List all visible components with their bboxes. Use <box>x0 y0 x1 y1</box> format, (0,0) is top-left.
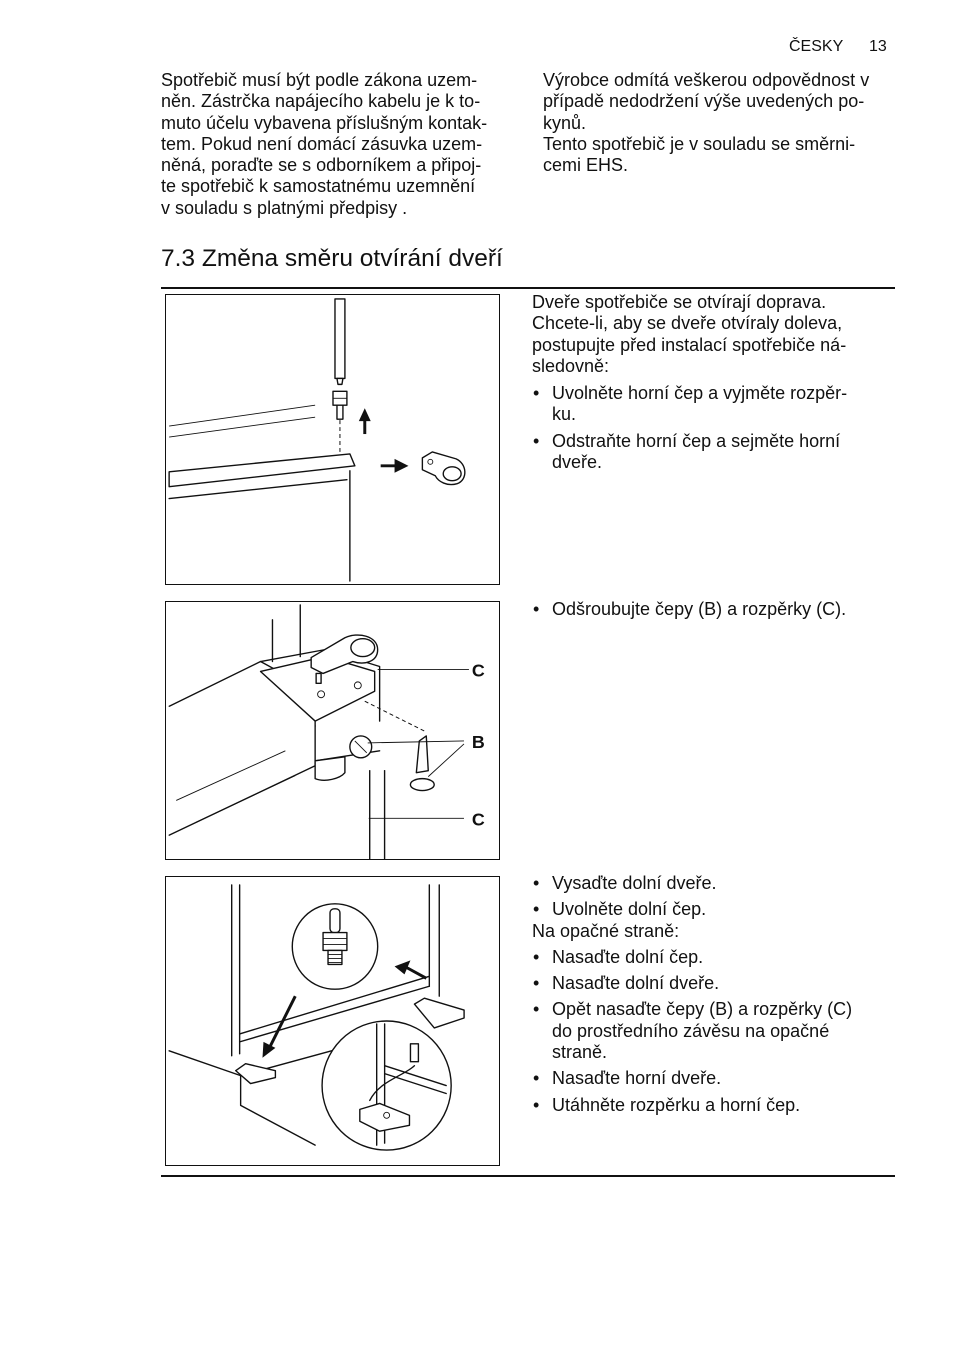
section-title: 7.3 Změna směru otvírání dveří <box>161 245 503 272</box>
step-2-bullet-1: • Odšroubujte čepy (B) a rozpěrky (C). <box>532 599 877 620</box>
step-3-bullet-3: • Nasaďte dolní čep. <box>532 947 877 968</box>
figure-middle-hinge <box>165 601 500 860</box>
step-3-list-a <box>532 873 877 921</box>
step-3-bullet-2: • Uvolněte dolní čep. <box>532 899 877 920</box>
middle-hinge-illustration <box>166 602 499 859</box>
step-3-list-b <box>532 947 877 1116</box>
step-2-list <box>532 599 877 620</box>
section-bottom-rule <box>161 1175 895 1177</box>
label-c-top: C <box>471 660 485 681</box>
step-1-intro: Dveře spotřebiče se otvírají doprava. Chcete-li, aby se dveře otvíraly doleva, postupujte před instalací spotřebiče ná- sledovně: <box>532 292 847 376</box>
step-1-text <box>532 292 877 473</box>
step-3-bullet-1: • Vysaďte dolní dveře. <box>532 873 877 894</box>
grounding-paragraph: Spotřebič musí být podle zákona uzem- něn. Zástrčka napájecího kabelu je k to- muto účelu vybavena příslušným kontak- tem. Pokud není domácí zásuvka uzem- něná, poraďte se s odborníkem a připoj- te spotřebič k samostatnému uzemnění v souladu s platnými předpisy . <box>161 70 488 218</box>
step-1-bullet-2: • Odstraňte horní čep a sejměte horní dveře. <box>532 431 877 474</box>
step-3-bullet-5: • Opět nasaďte čepy (B) a rozpěrky (C) do prostředního závěsu na opačné straně. <box>532 999 877 1063</box>
label-b: B <box>471 731 485 752</box>
step-1-list <box>532 383 877 473</box>
top-hinge-illustration <box>166 295 499 584</box>
section-top-rule <box>161 287 895 289</box>
figure-top-hinge <box>165 294 500 585</box>
header-language: ČESKY <box>789 38 844 55</box>
label-c-bottom: C <box>471 809 485 830</box>
step-3-bullet-4: • Nasaďte dolní dveře. <box>532 973 877 994</box>
step-3-bullet-7: • Utáhněte rozpěrku a horní čep. <box>532 1095 877 1116</box>
bottom-hinge-illustration <box>166 877 499 1165</box>
page-number: 13 <box>869 38 887 55</box>
step-2-text <box>532 599 877 620</box>
step-1-bullet-1: • Uvolněte horní čep a vyjměte rozpěr- ku. <box>532 383 877 426</box>
step-3-bullet-6: • Nasaďte horní dveře. <box>532 1068 877 1089</box>
step-3-note: Na opačné straně: <box>532 920 680 941</box>
step-3-text <box>532 873 877 1116</box>
figure-bottom-hinge <box>165 876 500 1166</box>
liability-paragraph: Výrobce odmítá veškerou odpovědnost v případě nedodržení výše uvedených po- kynů. Tento spotřebič je v souladu se směrni- cemi EHS. <box>543 70 870 176</box>
